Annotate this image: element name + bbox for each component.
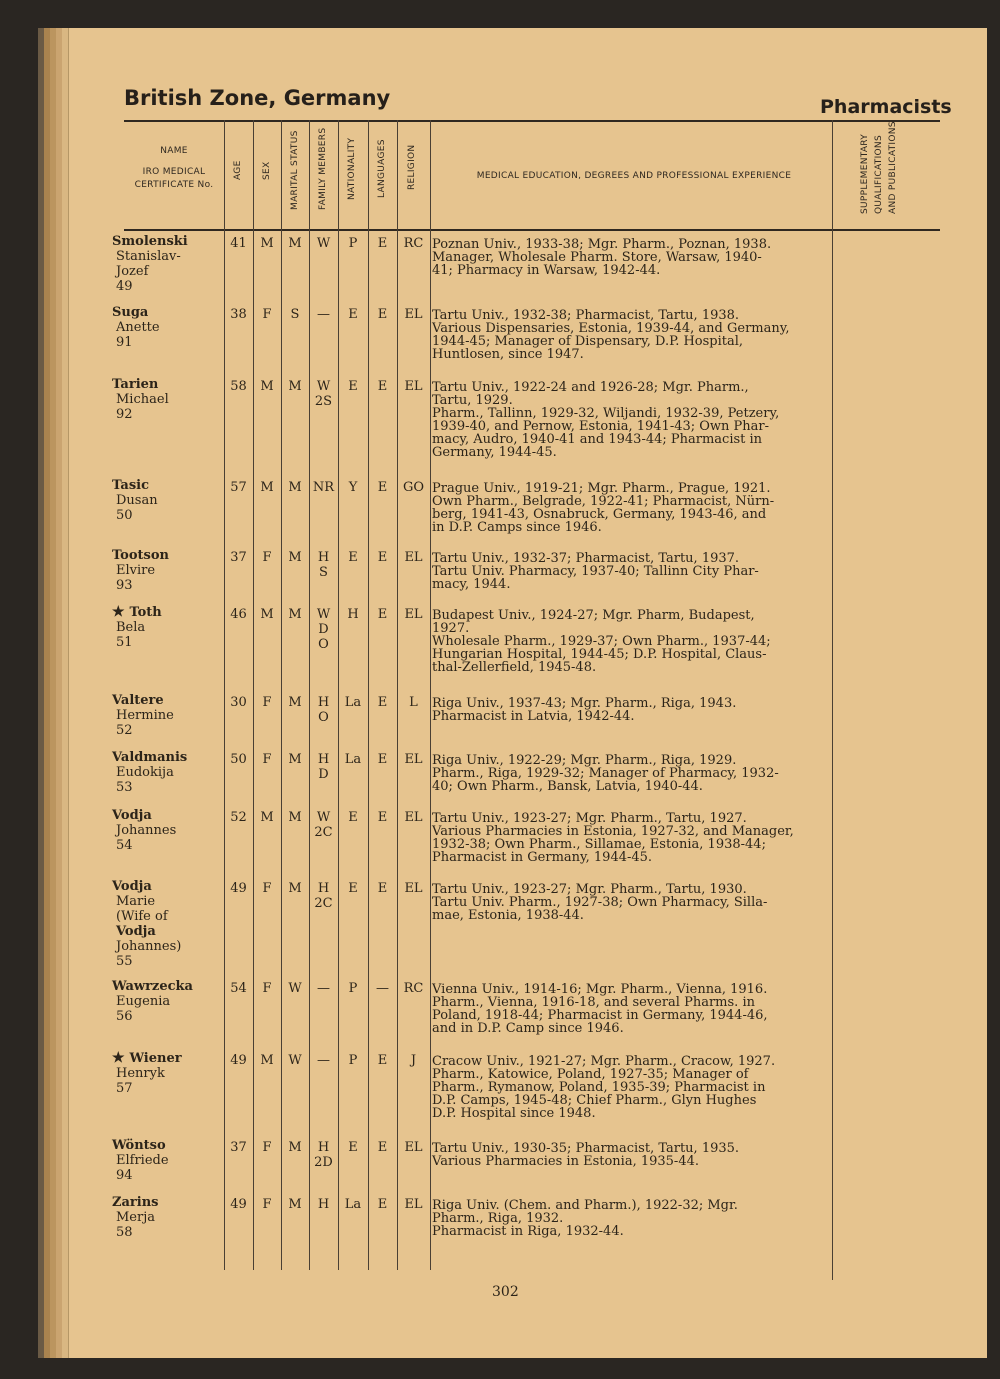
col-supplementary-line-2: QUALIFICATIONS bbox=[874, 135, 884, 214]
cell-lang: E bbox=[377, 236, 388, 251]
cell-sex: M bbox=[260, 810, 274, 825]
experience-text bbox=[432, 812, 822, 864]
experience-line: Germany, 1944-45. bbox=[432, 445, 557, 460]
cell-age: 57 bbox=[230, 480, 247, 495]
experience-text bbox=[432, 1199, 822, 1238]
page-header-section: Pharmacists bbox=[820, 96, 952, 118]
cell-rel: RC bbox=[403, 981, 424, 996]
cell-sex: M bbox=[260, 480, 274, 495]
surname-text: Tarien bbox=[112, 377, 159, 392]
cell-rel: EL bbox=[404, 810, 423, 825]
experience-line: 1932-38; Own Pharm., Sillamae, Estonia, 1938-44; bbox=[432, 837, 766, 852]
cell-nat: P bbox=[348, 1053, 358, 1068]
col-family-header: FAMILY MEMBERS bbox=[318, 127, 328, 210]
name-line: Bela bbox=[116, 620, 146, 635]
cell-family bbox=[309, 480, 338, 495]
pharmacist-name bbox=[112, 1138, 222, 1183]
cell-age: 58 bbox=[230, 379, 247, 394]
pharmacist-name bbox=[112, 377, 222, 422]
cell-nat: E bbox=[348, 881, 358, 896]
experience-line: berg, 1941-43, Osnabruck, Germany, 1943-46, and bbox=[432, 507, 767, 522]
family-line: H bbox=[317, 550, 330, 565]
name-line: 53 bbox=[116, 780, 133, 795]
cell-sex: F bbox=[262, 881, 272, 896]
experience-text bbox=[432, 238, 822, 277]
experience-line: Riga Univ., 1937-43; Mgr. Pharm., Riga, 1943. bbox=[432, 696, 737, 711]
experience-line: thal-Zellerfield, 1945-48. bbox=[432, 660, 597, 675]
surname-text: Suga bbox=[112, 305, 149, 320]
name-line: 50 bbox=[116, 508, 133, 523]
cell-rel: EL bbox=[404, 379, 423, 394]
family-line: W bbox=[316, 810, 331, 825]
experience-line: D.P. Hospital since 1948. bbox=[432, 1106, 596, 1121]
surname-text: Vodja bbox=[112, 808, 152, 823]
experience-line: Vienna Univ., 1914-16; Mgr. Pharm., Vienna, 1916. bbox=[432, 982, 768, 997]
experience-line: Cracow Univ., 1921-27; Mgr. Pharm., Cracow, 1927. bbox=[432, 1054, 776, 1069]
cell-rel: L bbox=[409, 695, 418, 710]
header-rule bbox=[124, 120, 940, 122]
cell-lang: E bbox=[377, 550, 388, 565]
cell-nat: La bbox=[344, 695, 362, 710]
cell-age: 30 bbox=[230, 695, 247, 710]
cell-nat: La bbox=[344, 752, 362, 767]
cell-age: 52 bbox=[230, 810, 247, 825]
experience-line: in D.P. Camps since 1946. bbox=[432, 520, 602, 535]
experience-line: Pharmacist in Riga, 1932-44. bbox=[432, 1224, 624, 1239]
surname bbox=[112, 1195, 222, 1210]
surname bbox=[112, 305, 222, 320]
experience-text bbox=[432, 552, 822, 591]
cell-family bbox=[309, 1140, 338, 1170]
column-rule bbox=[430, 120, 431, 1270]
name-line: 58 bbox=[116, 1225, 133, 1240]
cell-family bbox=[309, 307, 338, 322]
pharmacist-name bbox=[112, 234, 222, 294]
name-line: 52 bbox=[116, 723, 133, 738]
cell-family bbox=[309, 550, 338, 580]
cell-age: 54 bbox=[230, 981, 247, 996]
experience-line: Tartu Univ., 1923-27; Mgr. Pharm., Tartu, 1930. bbox=[432, 882, 747, 897]
experience-line: Pharmacist in Germany, 1944-45. bbox=[432, 850, 653, 865]
surname-text: Wöntso bbox=[112, 1138, 166, 1153]
cell-marital: M bbox=[288, 550, 302, 565]
name-line: 93 bbox=[116, 578, 133, 593]
cell-family bbox=[309, 810, 338, 840]
experience-line: Pharm., Vienna, 1916-18, and several Pharms. in bbox=[432, 995, 755, 1010]
surname bbox=[112, 693, 222, 708]
cell-nat: E bbox=[348, 1140, 358, 1155]
surname-text: Toth bbox=[129, 605, 162, 620]
experience-text bbox=[432, 983, 822, 1035]
name-line: Henryk bbox=[116, 1066, 165, 1081]
name-line: 49 bbox=[116, 279, 133, 294]
experience-line: Prague Univ., 1919-21; Mgr. Pharm., Prague, 1921. bbox=[432, 481, 771, 496]
surname bbox=[112, 548, 222, 563]
name-line: 91 bbox=[116, 335, 133, 350]
cell-nat: E bbox=[348, 379, 358, 394]
col-religion-header: RELIGION bbox=[407, 144, 417, 190]
cell-lang: E bbox=[377, 1140, 388, 1155]
name-line: Anette bbox=[116, 320, 160, 335]
cell-sex: F bbox=[262, 981, 272, 996]
name-line: 56 bbox=[116, 1009, 133, 1024]
col-sex-header: SEX bbox=[262, 161, 272, 180]
family-line: H bbox=[317, 1140, 330, 1155]
cell-family bbox=[309, 379, 338, 409]
cell-sex: M bbox=[260, 607, 274, 622]
page-number: 302 bbox=[492, 1284, 519, 1300]
cell-rel: EL bbox=[404, 307, 423, 322]
col-supplementary-line-1: SUPPLEMENTARY bbox=[860, 133, 870, 214]
name-line: (Wife of bbox=[116, 909, 168, 924]
surname-text: Zarins bbox=[112, 1195, 159, 1210]
cell-nat: E bbox=[348, 307, 358, 322]
cell-marital: M bbox=[288, 810, 302, 825]
cell-sex: F bbox=[262, 550, 272, 565]
cell-rel: EL bbox=[404, 752, 423, 767]
cell-family bbox=[309, 881, 338, 911]
experience-line: Tartu Univ. Pharmacy, 1937-40; Tallinn City Phar- bbox=[432, 564, 759, 579]
cell-family bbox=[309, 1053, 338, 1068]
cell-nat: La bbox=[344, 1197, 362, 1212]
star-icon: ★ bbox=[112, 604, 130, 620]
surname bbox=[112, 808, 222, 823]
cell-lang: — bbox=[376, 981, 389, 996]
experience-line: Various Dispensaries, Estonia, 1939-44, and Germany, bbox=[432, 321, 790, 336]
cell-marital: M bbox=[288, 480, 302, 495]
experience-line: Pharm., Riga, 1932. bbox=[432, 1211, 564, 1226]
cell-marital: M bbox=[288, 1140, 302, 1155]
experience-line: Various Pharmacies in Estonia, 1927-32, and Manager, bbox=[432, 824, 794, 839]
surname bbox=[112, 750, 222, 765]
col-name-line-3: CERTIFICATE No. bbox=[134, 180, 214, 190]
cell-rel: EL bbox=[404, 607, 423, 622]
cell-age: 49 bbox=[230, 1053, 247, 1068]
cell-age: 49 bbox=[230, 881, 247, 896]
col-name-line-2: IRO MEDICAL bbox=[142, 167, 206, 177]
cell-lang: E bbox=[377, 695, 388, 710]
surname bbox=[112, 377, 222, 392]
family-line: S bbox=[319, 565, 328, 580]
surname bbox=[112, 1051, 222, 1066]
experience-line: Own Pharm., Belgrade, 1922-41; Pharmacist, Nürn- bbox=[432, 494, 775, 509]
experience-line: Wholesale Pharm., 1929-37; Own Pharm., 1937-44; bbox=[432, 634, 771, 649]
family-line: 2S bbox=[314, 394, 333, 409]
name-line: 54 bbox=[116, 838, 133, 853]
cell-rel: EL bbox=[404, 1197, 423, 1212]
cell-lang: E bbox=[377, 379, 388, 394]
cell-age: 50 bbox=[230, 752, 247, 767]
surname bbox=[112, 605, 222, 620]
surname-text: Vodja bbox=[112, 879, 152, 894]
cell-sex: F bbox=[262, 752, 272, 767]
surname bbox=[112, 879, 222, 894]
cell-nat: P bbox=[348, 981, 358, 996]
col-experience-header: MEDICAL EDUCATION, DEGREES AND PROFESSIONAL EXPERIENCE bbox=[476, 171, 792, 181]
name-line: 55 bbox=[116, 954, 133, 969]
pharmacist-name bbox=[112, 478, 222, 523]
pharmacist-name bbox=[112, 1051, 222, 1096]
experience-line: Tartu Univ., 1932-38; Pharmacist, Tartu, 1938. bbox=[432, 308, 740, 323]
cell-lang: E bbox=[377, 881, 388, 896]
surname bbox=[112, 979, 222, 994]
experience-line: Tartu Univ., 1930-35; Pharmacist, Tartu, 1935. bbox=[432, 1141, 740, 1156]
cell-family bbox=[309, 236, 338, 251]
family-line: H bbox=[317, 752, 330, 767]
family-line: D bbox=[318, 767, 329, 782]
cell-sex: F bbox=[262, 307, 272, 322]
experience-line: Riga Univ. (Chem. and Pharm.), 1922-32; Mgr. bbox=[432, 1198, 738, 1213]
surname bbox=[112, 1138, 222, 1153]
experience-text bbox=[432, 1055, 822, 1120]
name-line: Dusan bbox=[116, 493, 158, 508]
cell-sex: F bbox=[262, 1140, 272, 1155]
family-line: D bbox=[318, 622, 329, 637]
experience-line: Poland, 1918-44; Pharmacist in Germany, 1944-46, bbox=[432, 1008, 768, 1023]
experience-text bbox=[432, 482, 822, 534]
family-line: 2D bbox=[314, 1155, 333, 1170]
experience-line: Tartu, 1929. bbox=[432, 393, 513, 408]
name-line: Vodja bbox=[116, 924, 156, 939]
cell-nat: E bbox=[348, 550, 358, 565]
experience-line: Various Pharmacies in Estonia, 1935-44. bbox=[432, 1154, 699, 1169]
star-icon: ★ bbox=[112, 1050, 130, 1066]
experience-line: 1939-40, and Pernow, Estonia, 1941-43; Own Phar- bbox=[432, 419, 770, 434]
cell-nat: E bbox=[348, 810, 358, 825]
family-line: W bbox=[316, 236, 331, 251]
experience-line: 40; Own Pharm., Bansk, Latvia, 1940-44. bbox=[432, 779, 703, 794]
experience-line: Tartu Univ., 1922-24 and 1926-28; Mgr. Pharm., bbox=[432, 380, 749, 395]
col-name-line-1: NAME bbox=[160, 146, 188, 156]
name-line: 57 bbox=[116, 1081, 133, 1096]
family-line: H bbox=[317, 695, 330, 710]
family-line: W bbox=[316, 379, 331, 394]
pharmacist-name bbox=[112, 693, 222, 738]
experience-text bbox=[432, 609, 822, 674]
cell-sex: F bbox=[262, 695, 272, 710]
experience-text bbox=[432, 883, 822, 922]
experience-line: macy, 1944. bbox=[432, 577, 511, 592]
cell-nat: P bbox=[348, 236, 358, 251]
col-supplementary-line-3: AND PUBLICATIONS bbox=[888, 121, 898, 214]
cell-nat: H bbox=[347, 607, 359, 622]
cell-marital: M bbox=[288, 1197, 302, 1212]
cell-family bbox=[309, 1197, 338, 1212]
name-line: Johannes) bbox=[116, 939, 182, 954]
cell-marital: S bbox=[290, 307, 300, 322]
cell-marital: M bbox=[288, 752, 302, 767]
surname-text: Valdmanis bbox=[112, 750, 188, 765]
experience-line: Huntlosen, since 1947. bbox=[432, 347, 584, 362]
family-line: H bbox=[317, 1197, 330, 1212]
experience-line: 41; Pharmacy in Warsaw, 1942-44. bbox=[432, 263, 661, 278]
col-marital-header: MARITAL STATUS bbox=[290, 130, 300, 210]
cell-age: 38 bbox=[230, 307, 247, 322]
experience-line: Pharm., Rymanow, Poland, 1935-39; Pharmacist in bbox=[432, 1080, 766, 1095]
name-line: 94 bbox=[116, 1168, 133, 1183]
experience-line: macy, Audro, 1940-41 and 1943-44; Pharmacist in bbox=[432, 432, 763, 447]
cell-age: 49 bbox=[230, 1197, 247, 1212]
surname bbox=[112, 234, 222, 249]
family-line: O bbox=[318, 710, 329, 725]
name-line: Eudokija bbox=[116, 765, 174, 780]
name-line: Michael bbox=[116, 392, 169, 407]
experience-line: D.P. Camps, 1945-48; Chief Pharm., Glyn Hughes bbox=[432, 1093, 757, 1108]
cell-lang: E bbox=[377, 810, 388, 825]
surname-text: Smolenski bbox=[112, 234, 188, 249]
name-line: Marie bbox=[116, 894, 156, 909]
experience-line: Hungarian Hospital, 1944-45; D.P. Hospital, Claus- bbox=[432, 647, 767, 662]
page-header-zone: British Zone, Germany bbox=[124, 86, 391, 110]
name-line: Eugenia bbox=[116, 994, 171, 1009]
experience-line: Pharm., Tallinn, 1929-32, Wiljandi, 1932-39, Petzery, bbox=[432, 406, 780, 421]
cell-marital: M bbox=[288, 695, 302, 710]
name-line: 92 bbox=[116, 407, 133, 422]
cell-marital: M bbox=[288, 236, 302, 251]
cell-nat: Y bbox=[348, 480, 358, 495]
column-header-rule bbox=[124, 229, 940, 231]
experience-line: mae, Estonia, 1938-44. bbox=[432, 908, 584, 923]
pharmacist-name bbox=[112, 305, 222, 350]
cell-family bbox=[309, 752, 338, 782]
cell-age: 46 bbox=[230, 607, 247, 622]
cell-sex: F bbox=[262, 1197, 272, 1212]
experience-line: 1944-45; Manager of Dispensary, D.P. Hospital, bbox=[432, 334, 744, 349]
name-line: Hermine bbox=[116, 708, 174, 723]
surname-text: Tasic bbox=[112, 478, 150, 493]
cell-lang: E bbox=[377, 480, 388, 495]
experience-text bbox=[432, 381, 822, 459]
cell-age: 37 bbox=[230, 550, 247, 565]
col-age-header: AGE bbox=[233, 160, 243, 180]
col-languages-header: LANGUAGES bbox=[377, 139, 387, 198]
experience-line: Tartu Univ. Pharm., 1927-38; Own Pharmacy, Silla- bbox=[432, 895, 768, 910]
family-line: W bbox=[316, 607, 331, 622]
cell-lang: E bbox=[377, 1197, 388, 1212]
cell-family bbox=[309, 981, 338, 996]
pharmacist-name bbox=[112, 979, 222, 1024]
experience-line: Pharmacist in Latvia, 1942-44. bbox=[432, 709, 635, 724]
name-line: Elvire bbox=[116, 563, 156, 578]
column-rule bbox=[832, 120, 833, 1280]
cell-sex: M bbox=[260, 236, 274, 251]
name-line: Johannes bbox=[116, 823, 177, 838]
family-line: — bbox=[317, 981, 330, 996]
cell-age: 41 bbox=[230, 236, 247, 251]
cell-lang: E bbox=[377, 752, 388, 767]
family-line: — bbox=[317, 1053, 330, 1068]
experience-text bbox=[432, 754, 822, 793]
family-line: — bbox=[317, 307, 330, 322]
pharmacist-name bbox=[112, 750, 222, 795]
surname bbox=[112, 478, 222, 493]
pharmacist-name bbox=[112, 879, 222, 969]
family-line: H bbox=[317, 881, 330, 896]
family-line: 2C bbox=[314, 896, 333, 911]
name-line: Stanislav- bbox=[116, 249, 181, 264]
name-line: 51 bbox=[116, 635, 133, 650]
cell-marital: M bbox=[288, 379, 302, 394]
cell-family bbox=[309, 607, 338, 652]
name-line: Elfriede bbox=[116, 1153, 169, 1168]
cell-rel: RC bbox=[403, 236, 424, 251]
cell-lang: E bbox=[377, 607, 388, 622]
cell-rel: J bbox=[410, 1053, 417, 1068]
experience-line: Tartu Univ., 1932-37; Pharmacist, Tartu, 1937. bbox=[432, 551, 740, 566]
experience-line: 1927. bbox=[432, 621, 470, 636]
name-line: Jozef bbox=[116, 264, 149, 279]
pharmacist-name bbox=[112, 605, 222, 650]
experience-text bbox=[432, 309, 822, 361]
family-line: NR bbox=[312, 480, 335, 495]
cell-rel: GO bbox=[402, 480, 425, 495]
experience-line: Budapest Univ., 1924-27; Mgr. Pharm, Budapest, bbox=[432, 608, 755, 623]
family-line: O bbox=[318, 637, 329, 652]
cell-rel: EL bbox=[404, 1140, 423, 1155]
pharmacist-name bbox=[112, 808, 222, 853]
family-line: 2C bbox=[314, 825, 333, 840]
experience-line: Poznan Univ., 1933-38; Mgr. Pharm., Poznan, 1938. bbox=[432, 237, 772, 252]
experience-text bbox=[432, 1142, 822, 1168]
surname-text: Valtere bbox=[112, 693, 164, 708]
col-nationality-header: NATIONALITY bbox=[347, 137, 357, 200]
name-line: Merja bbox=[116, 1210, 155, 1225]
experience-line: Pharm., Katowice, Poland, 1927-35; Manager of bbox=[432, 1067, 749, 1082]
cell-family bbox=[309, 695, 338, 725]
surname-text: Wiener bbox=[129, 1051, 182, 1066]
cell-lang: E bbox=[377, 1053, 388, 1068]
surname-text: Wawrzecka bbox=[112, 979, 193, 994]
experience-line: Pharm., Riga, 1929-32; Manager of Pharmacy, 1932- bbox=[432, 766, 779, 781]
cell-rel: EL bbox=[404, 550, 423, 565]
experience-line: Manager, Wholesale Pharm. Store, Warsaw, 1940- bbox=[432, 250, 762, 265]
cell-marital: W bbox=[288, 981, 302, 996]
cell-sex: M bbox=[260, 1053, 274, 1068]
cell-lang: E bbox=[377, 307, 388, 322]
cell-marital: W bbox=[288, 1053, 302, 1068]
surname-text: Tootson bbox=[112, 548, 169, 563]
experience-line: Riga Univ., 1922-29; Mgr. Pharm., Riga, 1929. bbox=[432, 753, 737, 768]
experience-text bbox=[432, 697, 822, 723]
cell-marital: M bbox=[288, 607, 302, 622]
cell-rel: EL bbox=[404, 881, 423, 896]
cell-sex: M bbox=[260, 379, 274, 394]
experience-line: Tartu Univ., 1923-27; Mgr. Pharm., Tartu, 1927. bbox=[432, 811, 747, 826]
col-name-header bbox=[124, 145, 224, 192]
cell-marital: M bbox=[288, 881, 302, 896]
cell-age: 37 bbox=[230, 1140, 247, 1155]
pharmacist-name bbox=[112, 1195, 222, 1240]
pharmacist-name bbox=[112, 548, 222, 593]
experience-line: and in D.P. Camp since 1946. bbox=[432, 1021, 624, 1036]
